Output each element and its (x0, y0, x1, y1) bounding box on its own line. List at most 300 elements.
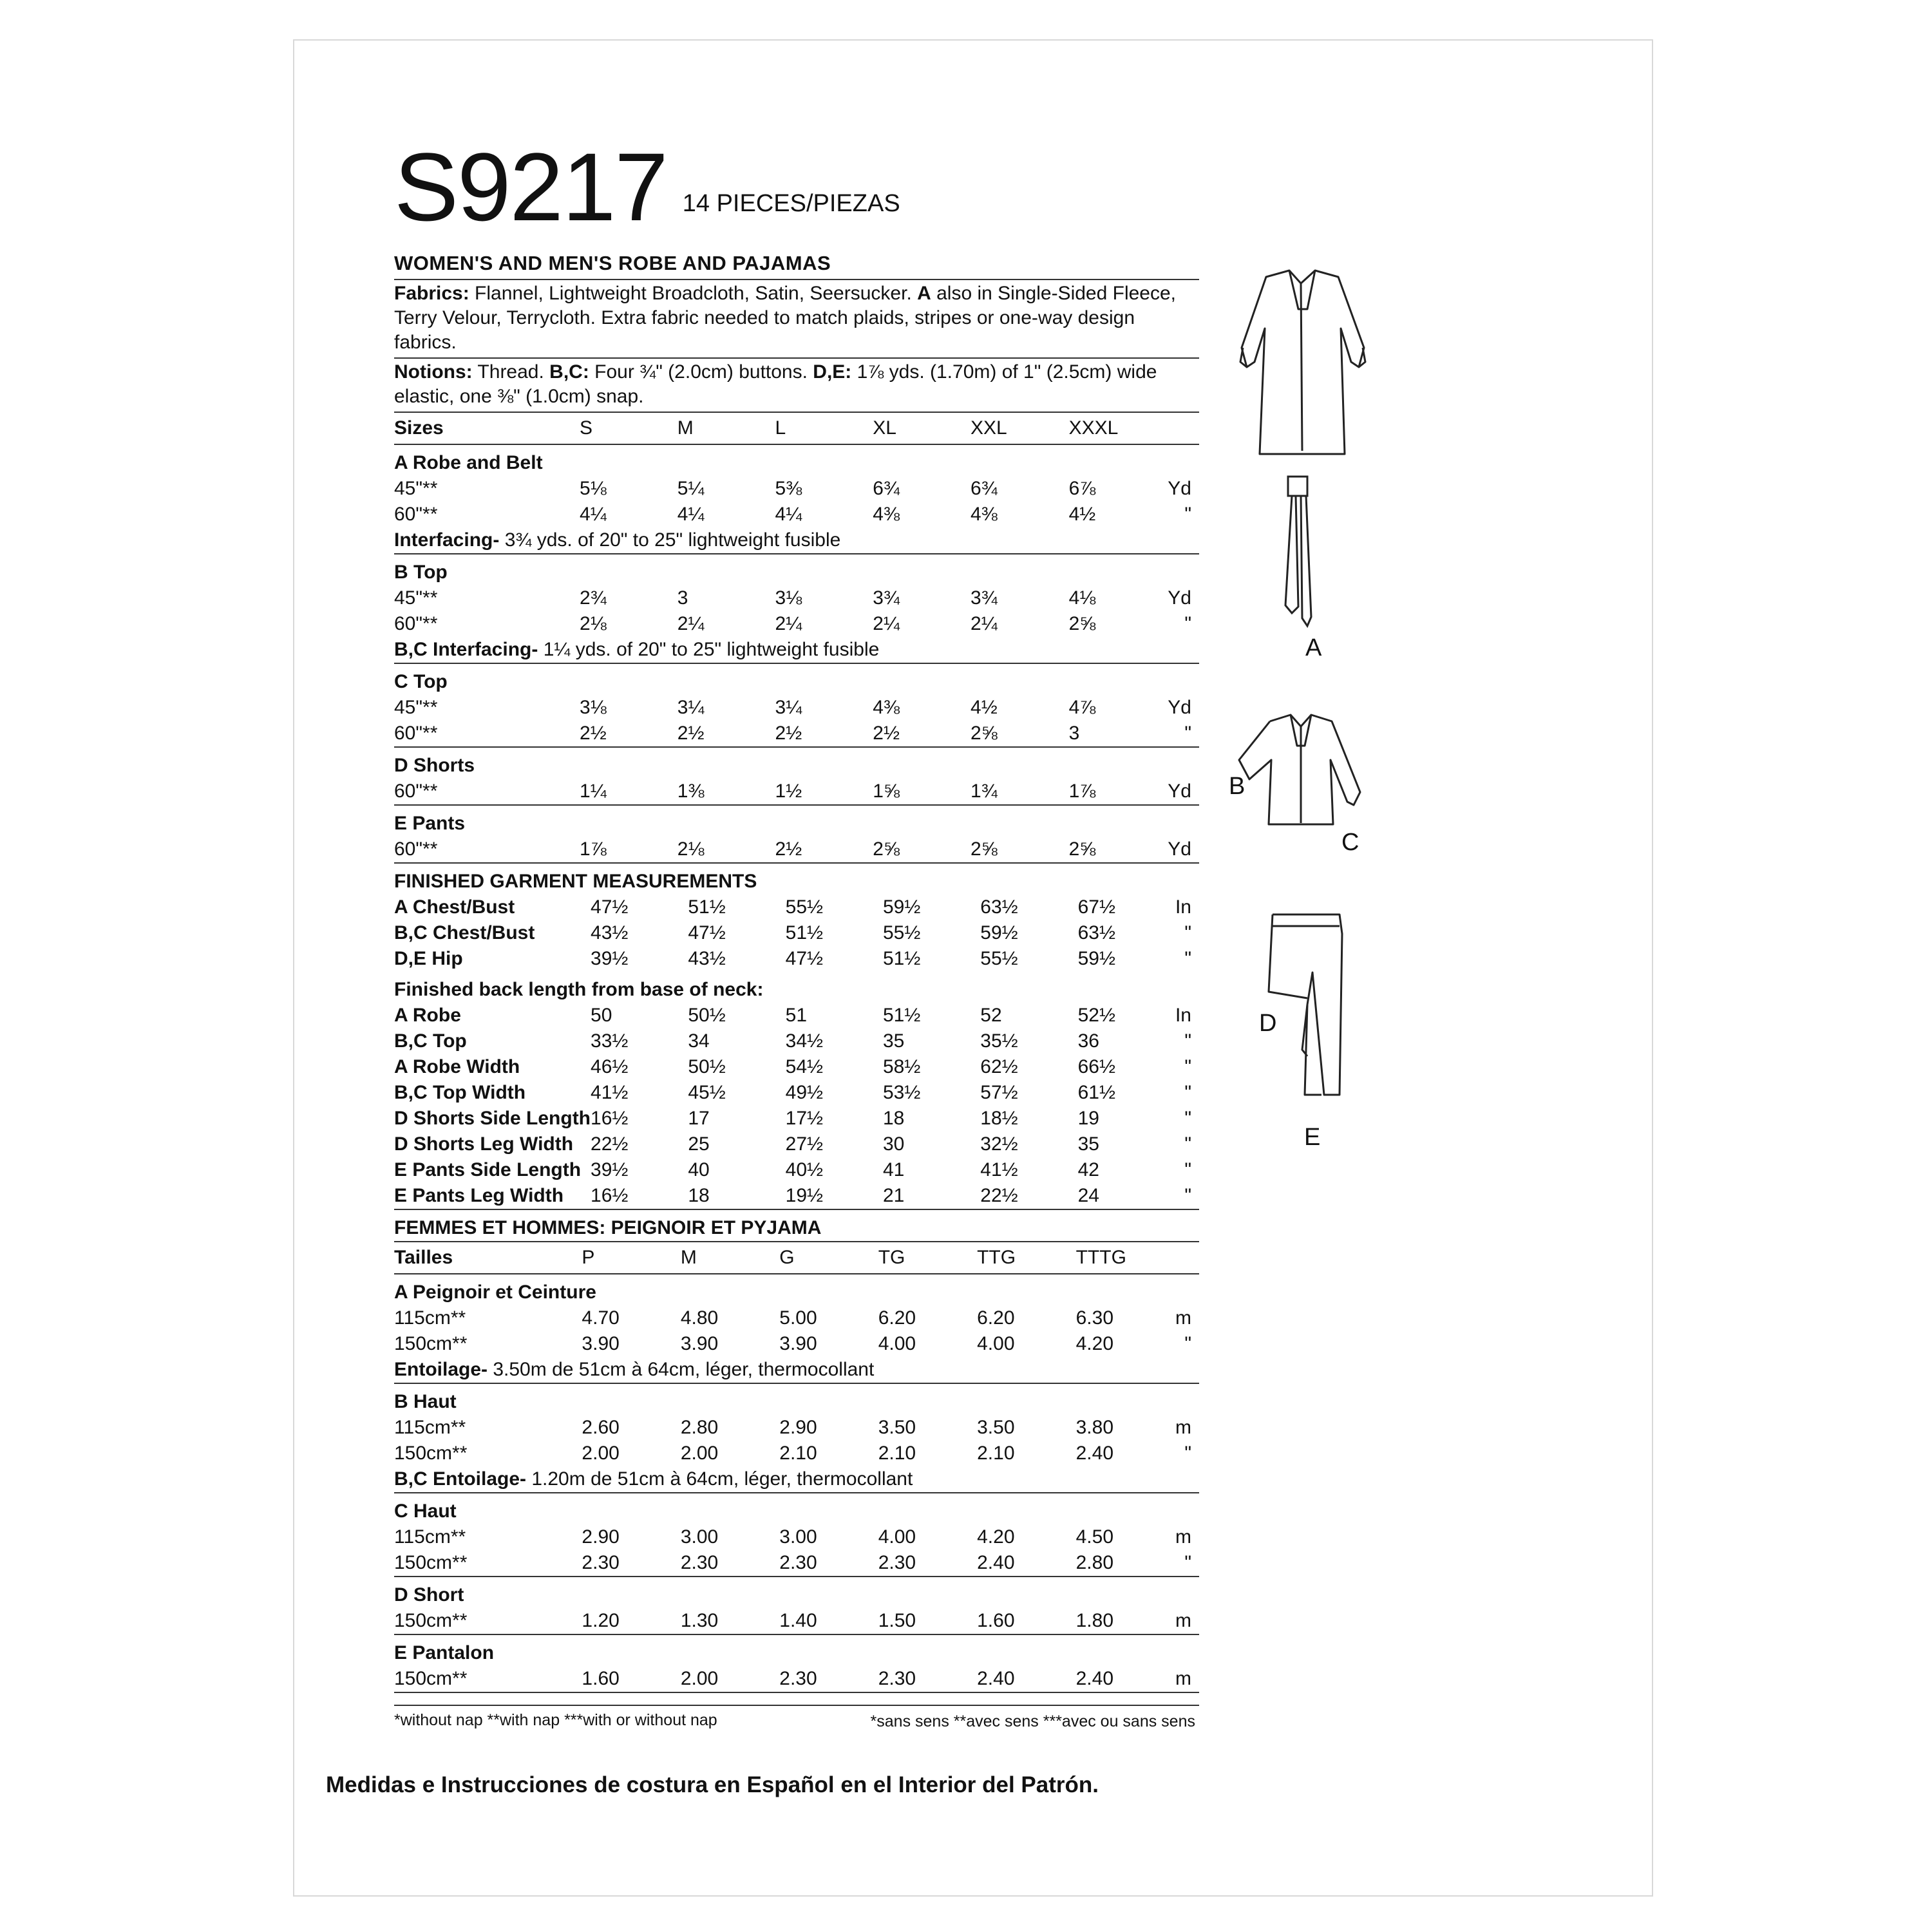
row-value: 51 (785, 1005, 808, 1026)
row-value: 2½ (580, 721, 677, 747)
row-value: 6.20 (977, 1307, 1015, 1329)
row-value: 5.00 (779, 1307, 817, 1329)
table-row (394, 1080, 1199, 1106)
row-value: 4⅜ (873, 504, 900, 525)
label-d: D (1259, 1010, 1277, 1037)
row-value: 2.10 (878, 1443, 916, 1464)
belt-a-illustration (1285, 477, 1311, 626)
row-value: 46½ (591, 1056, 629, 1077)
row-label: 60"** (394, 837, 580, 863)
unit-header (1175, 1242, 1199, 1274)
row-value: 41 (882, 1159, 905, 1180)
row-value: 52 (980, 1005, 1002, 1026)
row-value: 32½ (980, 1133, 1018, 1155)
row-value: 3.90 (582, 1333, 620, 1354)
table-row (394, 1054, 1199, 1080)
row-label: 150cm** (394, 1550, 582, 1577)
row-value: 61½ (1077, 1082, 1115, 1103)
piece-count: 14 PIECES/PIEZAS (682, 190, 900, 217)
row-value: 4¼ (677, 504, 705, 525)
row-unit: Yd (1168, 837, 1199, 863)
row-value: 3.90 (779, 1333, 817, 1354)
row-value: 1⅝ (873, 779, 971, 805)
row-value: 2⅝ (1068, 613, 1096, 634)
header (394, 133, 1199, 241)
row-value: 51½ (785, 922, 824, 943)
row-value: 18½ (980, 1108, 1018, 1129)
row-value: 17 (688, 1108, 710, 1129)
row-label: 115cm** (394, 1417, 466, 1438)
row-value: 2½ (873, 721, 971, 747)
notions-view-de: D,E: (813, 361, 852, 383)
row-value: 2¾ (580, 587, 607, 609)
row-unit: Yd (1168, 697, 1191, 718)
row-value: 1.60 (582, 1666, 680, 1692)
row-value: 2.00 (681, 1666, 779, 1692)
row-value: 3¼ (775, 697, 802, 718)
row-value: 36 (1077, 1030, 1099, 1052)
sizes-row (394, 1242, 1199, 1274)
row-value: 40 (688, 1159, 710, 1180)
row-value: 2.30 (878, 1550, 977, 1577)
row-value: 51½ (688, 896, 726, 918)
row-value: 1¾ (971, 779, 1069, 805)
row-unit: m (1175, 1307, 1191, 1329)
row-value: 4⅜ (971, 504, 998, 525)
row-value: 54½ (785, 1056, 824, 1077)
row-value: 2.30 (779, 1666, 878, 1692)
row-value: 34 (688, 1030, 710, 1052)
table-row (394, 1666, 1199, 1692)
row-value: 47½ (785, 948, 824, 969)
row-value: 6.20 (878, 1307, 916, 1329)
row-value: 4.00 (878, 1526, 916, 1548)
row-value: 25 (688, 1133, 710, 1155)
row-value: 2.80 (680, 1417, 719, 1438)
back-length-title (394, 972, 1199, 1003)
row-unit: " (1175, 1183, 1199, 1209)
interfacing-row (394, 1357, 1199, 1383)
yardage-table-english (394, 413, 1199, 864)
row-value: 4⅛ (1068, 587, 1096, 609)
table-row (394, 476, 1199, 502)
row-value: 2.00 (680, 1443, 719, 1464)
row-value: 2½ (775, 837, 873, 863)
row-unit: Yd (1168, 587, 1191, 609)
row-unit: " (1168, 721, 1199, 747)
row-unit: m (1175, 1608, 1199, 1634)
fabrics-label: Fabrics: (394, 283, 469, 304)
row-value: 4¼ (580, 504, 607, 525)
row-value: 3.90 (680, 1333, 719, 1354)
label-a: A (1305, 634, 1322, 661)
section-title-text: C Top (394, 671, 448, 692)
row-value: 50 (591, 1005, 612, 1026)
row-value: 2.10 (977, 1443, 1015, 1464)
table-row (394, 695, 1199, 721)
table-row (394, 779, 1199, 805)
top-bc-illustration (1239, 715, 1360, 824)
row-value: 34½ (785, 1030, 824, 1052)
size-header: TTTG (1076, 1242, 1175, 1274)
section-title (394, 747, 1199, 779)
row-value: 2½ (775, 721, 873, 747)
unit-header (1168, 413, 1199, 444)
size-header: M (677, 413, 775, 444)
row-value: 52½ (1077, 1005, 1115, 1026)
row-value: 2.90 (779, 1417, 817, 1438)
row-value: 2.00 (582, 1443, 620, 1464)
row-value: 50½ (688, 1005, 726, 1026)
row-label: A Robe Width (394, 1056, 520, 1077)
row-label: E Pants Side Length (394, 1159, 582, 1180)
notions-text-1: Thread. (472, 361, 550, 383)
interfacing-text: 1.20m de 51cm à 64cm, léger, thermocollant (526, 1468, 913, 1490)
interfacing-text: 3¾ yds. of 20" to 25" lightweight fusible (499, 529, 841, 551)
row-label: D,E Hip (394, 948, 463, 969)
row-value: 50½ (688, 1056, 726, 1077)
row-value: 63½ (1077, 922, 1115, 943)
row-value: 2⅛ (677, 837, 775, 863)
pattern-code: S9217 (394, 133, 667, 241)
row-value: 51½ (882, 1005, 921, 1026)
interfacing-row (394, 637, 1199, 663)
row-unit: " (1184, 1108, 1191, 1129)
row-value: 35½ (980, 1030, 1018, 1052)
section-title-text: A Peignoir et Ceinture (394, 1282, 596, 1303)
section-title (394, 1577, 1199, 1608)
row-label: 115cm** (394, 1526, 466, 1548)
row-value: 2.30 (779, 1550, 878, 1577)
size-header: P (582, 1242, 680, 1274)
row-value: 3.80 (1075, 1417, 1113, 1438)
table-row (394, 1028, 1199, 1054)
row-unit: " (1184, 1133, 1191, 1155)
row-value: 4½ (1068, 504, 1096, 525)
row-value: 2.90 (582, 1526, 620, 1548)
row-value: 63½ (980, 896, 1018, 918)
row-value: 4.00 (977, 1333, 1015, 1354)
row-value: 2⅛ (580, 613, 607, 634)
row-value: 39½ (591, 948, 629, 969)
row-value: 4.20 (1075, 1333, 1113, 1354)
row-label: 60"** (394, 613, 438, 634)
row-label: 45"** (394, 478, 438, 499)
size-header: M (681, 1242, 779, 1274)
back-length-title-text: Finished back length from base of neck: (394, 979, 764, 1000)
row-value: 1.50 (878, 1608, 977, 1634)
row-value: 3⅛ (775, 587, 802, 609)
row-value: 4⅜ (873, 697, 900, 718)
row-value: 41½ (980, 1159, 1018, 1180)
row-label: 115cm** (394, 1307, 466, 1329)
row-value: 1½ (775, 779, 873, 805)
robe-a-illustration (1240, 270, 1365, 454)
table-row (394, 1415, 1199, 1441)
row-label: 150cm** (394, 1666, 582, 1692)
row-value: 2⅝ (971, 837, 1069, 863)
table-row (394, 946, 1199, 972)
row-value: 59½ (980, 922, 1018, 943)
size-header: L (775, 413, 873, 444)
row-value: 2⅝ (1069, 837, 1168, 863)
row-unit: In (1175, 896, 1191, 918)
size-header: TTG (977, 1242, 1076, 1274)
row-value: 3 (1069, 721, 1168, 747)
row-value: 3.50 (878, 1417, 916, 1438)
row-value: 30 (882, 1133, 905, 1155)
row-value: 1⅜ (677, 779, 775, 805)
label-e: E (1304, 1124, 1321, 1151)
row-value: 3.00 (680, 1526, 719, 1548)
row-value: 4.50 (1075, 1526, 1113, 1548)
row-label: D Shorts Side Length (394, 1108, 591, 1129)
row-label: 150cm** (394, 1333, 468, 1354)
row-value: 2⅝ (873, 837, 971, 863)
row-value: 4.70 (582, 1307, 620, 1329)
row-value: 51½ (882, 948, 921, 969)
section-title-text: E Pantalon (394, 1642, 495, 1663)
row-value: 1.40 (779, 1608, 878, 1634)
row-value: 43½ (591, 922, 629, 943)
row-label: 60"** (394, 504, 438, 525)
table-row (394, 1183, 1199, 1209)
table-row (394, 1157, 1199, 1183)
row-value: 2.40 (977, 1666, 1076, 1692)
row-unit: " (1184, 504, 1191, 525)
garment-illustrations (1211, 258, 1443, 1159)
interfacing-label: Interfacing- (394, 529, 500, 551)
row-unit: " (1184, 922, 1191, 943)
row-value: 6⅞ (1068, 478, 1096, 499)
row-value: 5¼ (677, 478, 705, 499)
row-value: 2¼ (677, 613, 705, 634)
row-value: 2.30 (878, 1666, 977, 1692)
sizes-label: Sizes (394, 413, 580, 444)
row-unit: m (1175, 1666, 1199, 1692)
interfacing-note (394, 527, 1199, 554)
row-value: 55½ (882, 922, 921, 943)
row-label: E Pants Leg Width (394, 1183, 591, 1209)
fabrics-text-1: Flannel, Lightweight Broadcloth, Satin, Seersucker. (469, 283, 918, 304)
interfacing-note (394, 637, 1199, 663)
size-header: TG (878, 1242, 977, 1274)
row-unit: " (1184, 948, 1191, 969)
measurements-title-text: FINISHED GARMENT MEASUREMENTS (394, 871, 757, 892)
row-value: 59½ (1077, 948, 1115, 969)
row-value: 3.50 (977, 1417, 1015, 1438)
row-value: 47½ (688, 922, 726, 943)
row-value: 2¼ (873, 613, 900, 634)
notions-text-2: Four ¾" (2.0cm) buttons. (589, 361, 813, 383)
table-row (394, 1441, 1199, 1466)
row-value: 42 (1077, 1159, 1099, 1180)
row-value: 35 (1077, 1133, 1099, 1155)
interfacing-row (394, 1466, 1199, 1493)
row-unit: Yd (1168, 779, 1199, 805)
row-label: 60"** (394, 721, 580, 747)
row-value: 2.80 (1076, 1550, 1175, 1577)
interfacing-row (394, 527, 1199, 554)
row-value: 22½ (591, 1133, 629, 1155)
notions-note (394, 359, 1199, 413)
row-value: 59½ (882, 896, 921, 918)
row-value: 27½ (785, 1133, 824, 1155)
row-unit: " (1184, 613, 1191, 634)
row-unit: " (1184, 1443, 1191, 1464)
row-unit: In (1175, 1005, 1191, 1026)
row-value: 18 (688, 1183, 785, 1209)
row-value: 1⅞ (1069, 779, 1168, 805)
section-title-text: C Haut (394, 1501, 457, 1522)
section-title-text: A Robe and Belt (394, 452, 543, 473)
row-value: 1.30 (681, 1608, 779, 1634)
row-value: 2¼ (775, 613, 802, 634)
row-value: 4½ (971, 697, 998, 718)
row-unit: " (1184, 1082, 1191, 1103)
section-title (394, 1634, 1199, 1666)
label-b: B (1229, 773, 1245, 800)
row-value: 35 (882, 1030, 905, 1052)
row-value: 45½ (688, 1082, 726, 1103)
row-value: 4⅞ (1068, 697, 1096, 718)
row-value: 2.40 (977, 1550, 1076, 1577)
row-label: A Chest/Bust (394, 896, 515, 918)
row-value: 3 (677, 587, 688, 609)
row-value: 2.40 (1075, 1443, 1113, 1464)
section-title (394, 1493, 1199, 1524)
table-row (394, 920, 1199, 946)
row-value: 67½ (1077, 896, 1115, 918)
row-value: 62½ (980, 1056, 1018, 1077)
section-title (394, 444, 1199, 476)
footnote-english: *without nap **with nap ***with or without nap (394, 1711, 717, 1729)
row-unit: " (1184, 1333, 1191, 1354)
row-value: 41½ (591, 1082, 629, 1103)
section-title-text: E Pants (394, 813, 466, 834)
row-value: 2.30 (681, 1550, 779, 1577)
size-header: G (779, 1242, 878, 1274)
size-header: XXL (971, 413, 1069, 444)
pattern-title: WOMEN'S AND MEN'S ROBE AND PAJAMAS (394, 252, 1199, 280)
row-value: 2.40 (1076, 1666, 1175, 1692)
row-unit: " (1184, 1056, 1191, 1077)
row-value: 43½ (688, 948, 726, 969)
table-row (394, 1305, 1199, 1331)
row-value: 18 (882, 1108, 905, 1129)
row-value: 6¾ (873, 478, 900, 499)
row-value: 1.20 (582, 1608, 680, 1634)
row-value: 4.20 (977, 1526, 1015, 1548)
sizes-row (394, 413, 1199, 444)
notions-text-3: 1⅞ yds. (1.70m) of 1" (2.5cm) wide elastic, one ⅜" (1.0cm) snap. (394, 361, 1157, 407)
row-label: B,C Top Width (394, 1082, 526, 1103)
row-label: 60"** (394, 779, 580, 805)
row-value: 19 (1077, 1108, 1099, 1129)
notions-view-bc: B,C: (549, 361, 589, 383)
row-value: 21 (883, 1183, 980, 1209)
interfacing-note (394, 1357, 1199, 1383)
table-row (394, 502, 1199, 527)
row-label: B,C Top (394, 1030, 467, 1052)
row-value: 1.60 (977, 1608, 1076, 1634)
section-title (394, 1383, 1199, 1415)
notions-label: Notions: (394, 361, 473, 383)
sizes-label: Tailles (394, 1242, 582, 1274)
row-value: 53½ (882, 1082, 921, 1103)
row-value: 5⅛ (580, 478, 607, 499)
row-unit: Yd (1168, 478, 1191, 499)
row-value: 16½ (591, 1108, 629, 1129)
fabrics-text-2: also in Single-Sided Fleece, Terry Velour, Terrycloth. Extra fabric needed to match plaids, stripes or one-way design fabrics. (394, 283, 1176, 353)
fabrics-note (394, 280, 1199, 359)
row-unit: " (1175, 1550, 1199, 1577)
french-title-text: FEMMES ET HOMMES: PEIGNOIR ET PYJAMA (394, 1210, 1199, 1242)
section-title (394, 663, 1199, 695)
row-value: 3¾ (873, 587, 900, 609)
section-title-text: D Shorts (394, 755, 475, 776)
section-title (394, 1274, 1199, 1305)
shorts-pants-de-illustration (1269, 914, 1342, 1095)
row-label: 150cm** (394, 1443, 468, 1464)
interfacing-text: 1¼ yds. of 20" to 25" lightweight fusible (538, 639, 880, 660)
interfacing-text: 3.50m de 51cm à 64cm, léger, thermocollant (488, 1359, 875, 1380)
row-value: 1⅞ (580, 837, 677, 863)
row-value: 3¾ (971, 587, 998, 609)
row-value: 4.00 (878, 1333, 916, 1354)
row-value: 17½ (785, 1108, 824, 1129)
footnotes (394, 1705, 1199, 1737)
row-label: 150cm** (394, 1608, 582, 1634)
row-value: 55½ (785, 896, 824, 918)
table-row (394, 1106, 1199, 1132)
row-value: 66½ (1077, 1056, 1115, 1077)
table-row (394, 895, 1199, 920)
section-title-text: B Top (394, 562, 448, 583)
row-value: 19½ (786, 1183, 883, 1209)
section-title-text: D Short (394, 1584, 464, 1605)
row-value: 49½ (785, 1082, 824, 1103)
row-unit: " (1184, 1030, 1191, 1052)
section-title (394, 554, 1199, 585)
row-value: 39½ (591, 1159, 629, 1180)
row-value: 2⅝ (971, 721, 1069, 747)
label-c: C (1341, 829, 1359, 856)
pattern-content (394, 133, 1199, 1737)
row-value: 16½ (591, 1183, 688, 1209)
size-header: S (580, 413, 677, 444)
row-value: 4¼ (775, 504, 802, 525)
measurements-title (394, 864, 1199, 895)
footnote-french: *sans sens **avec sens ***avec ou sans sens (870, 1712, 1195, 1730)
interfacing-label: Entoilage- (394, 1359, 488, 1380)
row-label: 45"** (394, 697, 438, 718)
row-value: 2.30 (582, 1550, 680, 1577)
interfacing-label: B,C Interfacing- (394, 639, 538, 660)
row-unit: m (1175, 1417, 1191, 1438)
row-unit: " (1184, 1159, 1191, 1180)
row-value: 4.80 (680, 1307, 719, 1329)
row-label: 45"** (394, 587, 438, 609)
row-value: 6¾ (971, 478, 998, 499)
table-row (394, 721, 1199, 747)
row-value: 3⅛ (580, 697, 607, 718)
section-title (394, 805, 1199, 837)
row-value: 40½ (785, 1159, 824, 1180)
table-row (394, 1524, 1199, 1550)
size-header: XXXL (1069, 413, 1168, 444)
table-row (394, 1550, 1199, 1577)
